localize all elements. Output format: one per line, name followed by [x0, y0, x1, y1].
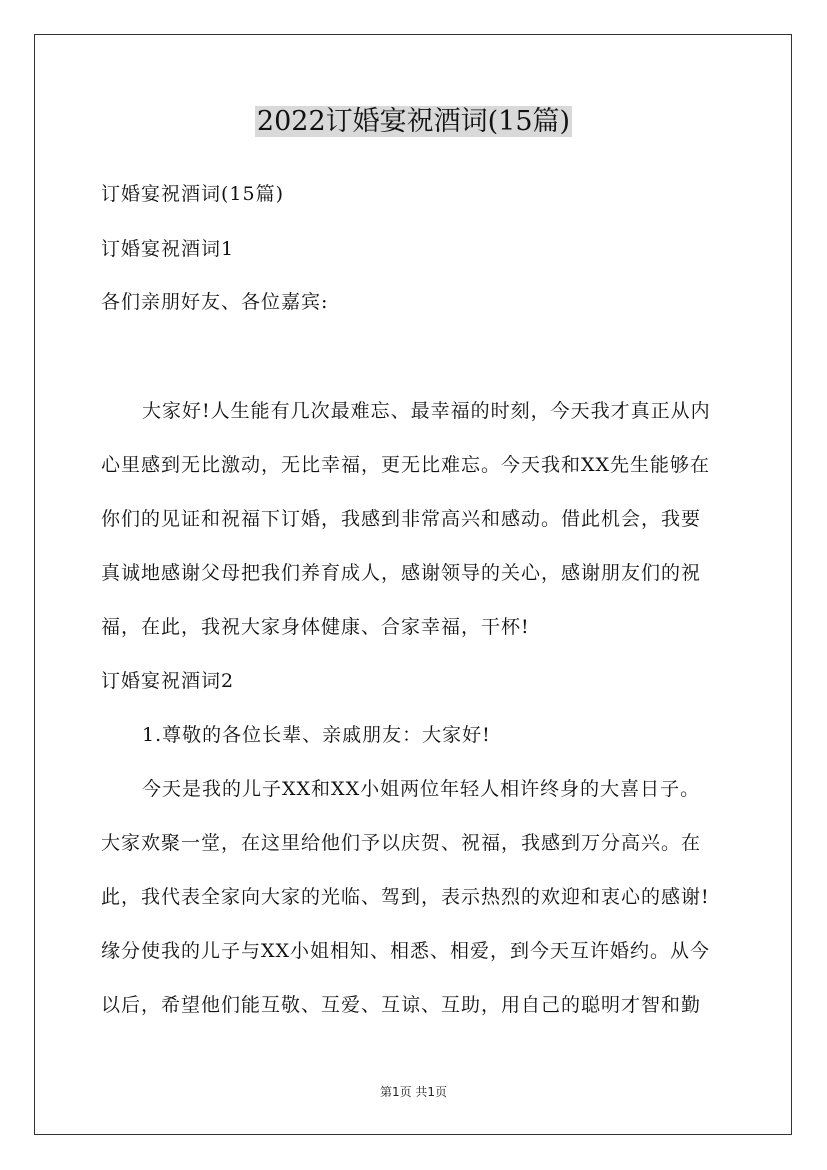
salutation-line: 各们亲朋好友、各位嘉宾: — [101, 291, 329, 313]
paragraph-line: 此，我代表全家向大家的光临、驾到，表示热烈的欢迎和衷心的感谢! — [101, 886, 710, 908]
section-heading-2: 订婚宴祝酒词2 — [101, 670, 235, 692]
subtitle-line: 订婚宴祝酒词(15篇) — [101, 183, 285, 205]
paragraph-line: 大家好!人生能有几次最难忘、最幸福的时刻，今天我才真正从内 — [142, 400, 711, 422]
paragraph-line: 1.尊敬的各位长辈、亲戚朋友：大家好! — [142, 724, 491, 746]
paragraph-line: 以后，希望他们能互敬、互爱、互谅、互助，用自己的聪明才智和勤 — [101, 994, 702, 1016]
document-title-text: 2022订婚宴祝酒词(15篇) — [256, 106, 571, 137]
paragraph-line: 大家欢聚一堂，在这里给他们予以庆贺、祝福，我感到万分高兴。在 — [101, 832, 702, 854]
paragraph-line: 心里感到无比激动，无比幸福，更无比难忘。今天我和XX先生能够在 — [101, 454, 711, 476]
page-footer: 第1页 共1页 — [379, 1085, 448, 1099]
paragraph-line: 今天是我的儿子XX和XX小姐两位年轻人相许终身的大喜日子。 — [142, 778, 701, 800]
paragraph-line: 你们的见证和祝福下订婚，我感到非常高兴和感动。借此机会，我要 — [101, 508, 702, 530]
paragraph-line: 福，在此，我祝大家身体健康、合家幸福，干杯! — [101, 616, 530, 638]
section-heading-1: 订婚宴祝酒词1 — [101, 238, 235, 260]
paragraph-line: 真诚地感谢父母把我们养育成人，感谢领导的关心，感谢朋友们的祝 — [101, 562, 702, 584]
paragraph-line: 缘分使我的儿子与XX小姐相知、相悉、相爱，到今天互许婚约。从今 — [101, 940, 711, 962]
document-title — [0, 100, 827, 144]
